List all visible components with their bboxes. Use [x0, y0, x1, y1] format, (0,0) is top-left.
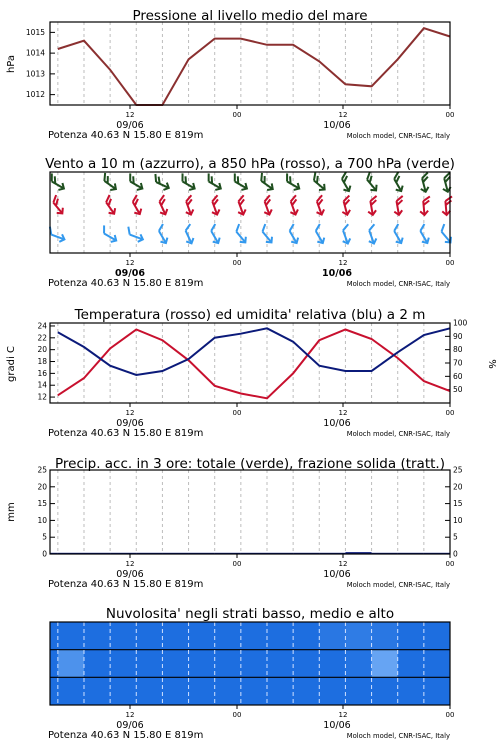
- cloud-cell: [136, 622, 162, 650]
- wind-barb: [151, 174, 172, 192]
- y-tick-label-right: 20: [453, 482, 463, 492]
- x-tick-label: 00: [232, 111, 242, 119]
- y-tick-label: 16: [37, 368, 47, 378]
- y-tick-label-right: 100: [453, 318, 468, 328]
- date-label: 10/06: [323, 120, 351, 131]
- cloud-cell: [189, 650, 215, 678]
- cloud-cell: [110, 677, 136, 705]
- wind-barb: [203, 173, 224, 192]
- y-tick-label-right: 25: [453, 465, 463, 475]
- y-tick-label-right: 5: [453, 532, 458, 542]
- wind-barb: [389, 172, 408, 193]
- x-tick-label: 12: [338, 711, 348, 719]
- y-axis-label: gradi C: [6, 346, 17, 382]
- cloud-cell: [398, 677, 424, 705]
- y-tick-label-right: 70: [453, 358, 463, 368]
- location-label: Potenza 40.63 N 15.80 E 819m: [48, 579, 204, 590]
- wind-barb-feather: [368, 224, 376, 230]
- cloud-cell: [267, 677, 293, 705]
- y-tick-label-right: 50: [453, 385, 463, 395]
- x-tick-label: 00: [445, 111, 455, 119]
- cloud-cell: [319, 677, 345, 705]
- y-tick-label-right: 60: [453, 371, 463, 381]
- y-tick-label: 12: [37, 392, 47, 402]
- wind-barb-feather: [184, 224, 192, 231]
- x-tick-label: 00: [445, 711, 455, 719]
- date-label: 09/06: [116, 569, 144, 580]
- wind-barb: [364, 224, 380, 245]
- x-tick-label: 12: [338, 111, 348, 119]
- y-tick-label: 10: [37, 515, 47, 525]
- y-tick-label: 24: [37, 321, 47, 331]
- wind-barb-feather: [101, 225, 108, 233]
- chart-title: Pressione al livello medio del mare: [132, 8, 368, 24]
- chart-title: Nuvolosita' negli strati basso, medio e alto: [105, 606, 395, 622]
- wind-barb-feather: [342, 224, 350, 230]
- cloud-cell: [345, 677, 371, 705]
- x-tick-label: 00: [232, 711, 242, 719]
- cloud-cell: [293, 677, 319, 705]
- cloud-cell: [189, 677, 215, 705]
- wind-barb: [366, 196, 380, 216]
- wind-barb: [180, 224, 198, 245]
- cloud-cell: [319, 622, 345, 650]
- date-label: 10/06: [323, 720, 351, 731]
- cloud-cell: [424, 650, 450, 678]
- x-tick-label: 12: [125, 111, 135, 119]
- credit-label: Moloch model, CNR-ISAC, Italy: [346, 581, 450, 589]
- wind-barb: [419, 196, 432, 215]
- y-axis-label: hPa: [6, 54, 17, 74]
- cloud-cell: [162, 677, 188, 705]
- y-tick-label-right: 0: [453, 549, 458, 559]
- wind-barb: [339, 196, 354, 216]
- date-label: 09/06: [116, 720, 144, 731]
- wind-barb-feather: [126, 227, 132, 235]
- chart-title: Precip. acc. in 3 ore: totale (verde), frazione solida (tratt.): [55, 456, 445, 472]
- cloud-cell: [110, 650, 136, 678]
- wind-barb: [207, 195, 223, 216]
- y-tick-label: 5: [42, 532, 47, 542]
- wind-barb-feather: [418, 224, 426, 231]
- date-label: 09/06: [116, 418, 144, 429]
- y-tick-label: 1012: [25, 90, 45, 100]
- wind-barb: [439, 173, 454, 193]
- cloud-cell: [345, 622, 371, 650]
- wind-barb: [181, 195, 197, 216]
- cloud-cell: [372, 677, 398, 705]
- y-tick-label: 15: [37, 499, 47, 509]
- y-tick-label: 0: [42, 549, 47, 559]
- location-label: Potenza 40.63 N 15.80 E 819m: [48, 130, 204, 141]
- chart-title: Vento a 10 m (azzurro), a 850 hPa (rosso), a 700 hPa (verde): [45, 156, 455, 172]
- wind-barb: [99, 173, 120, 192]
- cloud-cell: [50, 622, 58, 650]
- cloud-cell: [267, 650, 293, 678]
- credit-label: Moloch model, CNR-ISAC, Italy: [346, 280, 450, 288]
- y-tick-label-right: 90: [453, 331, 463, 341]
- x-tick-label: 12: [125, 560, 135, 568]
- wind-barb: [441, 196, 454, 215]
- x-tick-label: 12: [125, 711, 135, 719]
- cloud-cell: [110, 622, 136, 650]
- wind-barb: [154, 195, 172, 216]
- wind-barb: [338, 224, 354, 245]
- y-tick-label-right: 15: [453, 499, 463, 509]
- wind-barb: [336, 172, 355, 193]
- wind-barb-feather: [157, 224, 165, 231]
- x-tick-label: 00: [232, 259, 242, 267]
- cloud-cell: [241, 622, 267, 650]
- y-tick-label-right: 10: [453, 515, 463, 525]
- wind-barb-shaft: [314, 181, 325, 190]
- cloud-cell: [215, 650, 241, 678]
- cloud-cell: [58, 622, 84, 650]
- cloud-cell: [372, 650, 398, 678]
- x-tick-label: 00: [232, 560, 242, 568]
- cloud-cell: [424, 622, 450, 650]
- wind-barb: [46, 227, 67, 243]
- y-tick-label: 1014: [25, 48, 45, 58]
- cloud-cell: [241, 650, 267, 678]
- cloud-cell: [241, 677, 267, 705]
- cloud-cell: [215, 622, 241, 650]
- x-tick-label: 00: [232, 409, 242, 417]
- date-label: 10/06: [323, 418, 351, 429]
- wind-barb: [282, 173, 303, 192]
- cloud-cell: [58, 677, 84, 705]
- credit-label: Moloch model, CNR-ISAC, Italy: [346, 132, 450, 140]
- cloud-cell: [293, 622, 319, 650]
- wind-barb-feather: [392, 224, 400, 231]
- cloud-cell: [424, 677, 450, 705]
- wind-barb-feather: [445, 196, 452, 201]
- credit-label: Moloch model, CNR-ISAC, Italy: [346, 430, 450, 438]
- wind-barb: [256, 173, 277, 192]
- y-axis-label-right: %: [486, 359, 497, 369]
- credit-label: Moloch model, CNR-ISAC, Italy: [346, 732, 450, 740]
- y-tick-label: 18: [37, 357, 47, 367]
- wind-barb: [125, 227, 146, 243]
- wind-barb-feather: [209, 224, 217, 231]
- humidity-line: [58, 328, 450, 375]
- x-tick-label: 12: [338, 259, 348, 267]
- cloud-cell: [58, 650, 84, 678]
- chart-title: Temperatura (rosso) ed umidita' relativa (blu) a 2 m: [74, 307, 426, 323]
- wind-barb: [259, 195, 275, 216]
- date-label: 09/06: [115, 268, 145, 279]
- y-tick-label-right: 80: [453, 345, 463, 355]
- date-label: 09/06: [116, 120, 144, 131]
- wind-barb-shaft: [442, 232, 451, 243]
- cloud-cell: [267, 622, 293, 650]
- y-axis-label: mm: [6, 502, 17, 522]
- wind-barb: [417, 173, 432, 193]
- y-tick-label: 14: [37, 380, 47, 390]
- date-label: 10/06: [322, 268, 352, 279]
- y-tick-label: 22: [37, 333, 47, 343]
- wind-barb: [125, 173, 146, 192]
- wind-barb: [233, 195, 249, 216]
- cloud-cell: [84, 622, 110, 650]
- wind-barb-feather: [288, 224, 296, 231]
- cloud-cell: [136, 650, 162, 678]
- y-tick-label: 20: [37, 482, 47, 492]
- cloud-cell: [162, 650, 188, 678]
- x-tick-label: 00: [445, 409, 455, 417]
- cloud-cell: [162, 622, 188, 650]
- y-tick-label: 1013: [25, 69, 45, 79]
- cloud-cell: [345, 650, 371, 678]
- location-label: Potenza 40.63 N 15.80 E 819m: [48, 278, 204, 289]
- y-tick-label: 25: [37, 465, 47, 475]
- wind-barb-feather: [314, 224, 322, 231]
- x-tick-label: 12: [338, 409, 348, 417]
- x-tick-label: 00: [445, 560, 455, 568]
- wind-barb: [286, 195, 302, 216]
- cloud-cell: [215, 677, 241, 705]
- wind-barb: [177, 173, 198, 192]
- cloud-cell: [398, 622, 424, 650]
- x-tick-label: 12: [125, 409, 135, 417]
- location-label: Potenza 40.63 N 15.80 E 819m: [48, 730, 204, 741]
- cloud-cell: [319, 650, 345, 678]
- wind-barb: [361, 172, 381, 193]
- wind-barb: [312, 195, 328, 216]
- cloud-cell: [136, 677, 162, 705]
- wind-barb: [229, 173, 250, 192]
- date-label: 10/06: [323, 569, 351, 580]
- temperature-line: [58, 330, 450, 399]
- location-label: Potenza 40.63 N 15.80 E 819m: [48, 428, 204, 439]
- cloud-cell: [50, 677, 58, 705]
- pressure-line: [58, 28, 450, 105]
- wind-barb-shaft: [367, 180, 376, 191]
- wind-barb: [99, 225, 120, 244]
- x-tick-label: 12: [338, 560, 348, 568]
- cloud-cell: [50, 650, 58, 678]
- cloud-cell: [189, 622, 215, 650]
- cloud-cell: [398, 650, 424, 678]
- x-tick-label: 12: [125, 259, 135, 267]
- cloud-cell: [84, 677, 110, 705]
- y-tick-label: 1015: [25, 27, 45, 37]
- wind-barb-feather: [439, 224, 447, 232]
- wind-barb: [392, 196, 406, 216]
- cloud-cell: [84, 650, 110, 678]
- x-tick-label: 00: [445, 259, 455, 267]
- y-tick-label: 20: [37, 345, 47, 355]
- cloud-cell: [293, 650, 319, 678]
- wind-barb: [436, 224, 456, 245]
- cloud-cell: [372, 622, 398, 650]
- wind-barb: [308, 173, 329, 193]
